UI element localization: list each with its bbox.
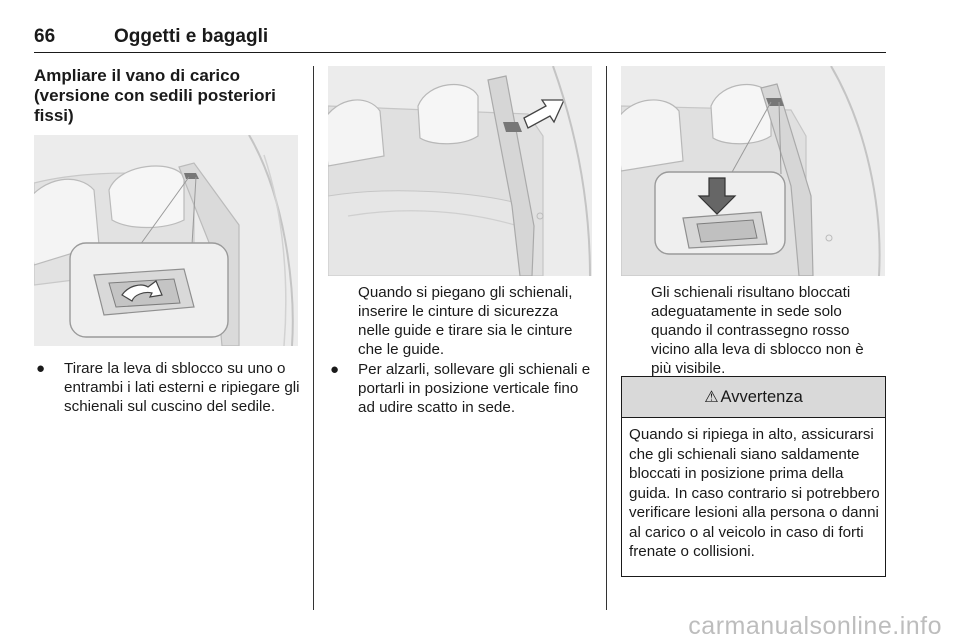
paragraph: Gli schienali risultano bloccati adeguatamente in sede solo quando il contrassegno rosso vicino alla leva di sblocco non è più visibile. [651,284,864,377]
page-header [34,26,886,53]
warning-header [622,377,885,418]
header-title: Oggetti e bagagli [114,26,269,47]
warning-text: Quando si ripiega in alto, assicurarsi che gli schienali siano saldamente bloccati in posizione prima della guida. In caso contrario si potrebbero verificare lesioni alla persona o danni al carico o al veicolo in caso di forti frenate o collisioni. [629,426,880,560]
warning-box [621,376,886,577]
paragraph: Quando si piegano gli schienali, inserire le cinture di sicurezza nelle guide e tirare sia le cinture che le guide. [358,284,573,358]
page-number: 66 [34,26,56,47]
bullet-item: Per alzarli, sollevare gli schienali e portarli in posizione verticale fino ad udire scatto in sede. [358,361,591,416]
warning-title: Avvertenza [720,387,803,406]
locked-indicator-figure [621,66,885,276]
column-divider [313,66,314,610]
section-title: Ampliare il vano di carico (versione con sedili posteriori fissi) [34,66,276,125]
watermark: carmanualsonline.info [688,612,942,640]
release-lever-figure [34,135,298,346]
bullet-item: Tirare la leva di sblocco su uno o entrambi i lati esterni e ripiegare gli schienali sul cuscino del sedile. [64,360,300,415]
bullet-marker: ● [330,361,340,378]
folded-seat-belt-figure [328,66,592,276]
bullet-marker: ● [36,360,46,377]
warning-icon: ⚠ [704,389,719,406]
column-divider [606,66,607,610]
